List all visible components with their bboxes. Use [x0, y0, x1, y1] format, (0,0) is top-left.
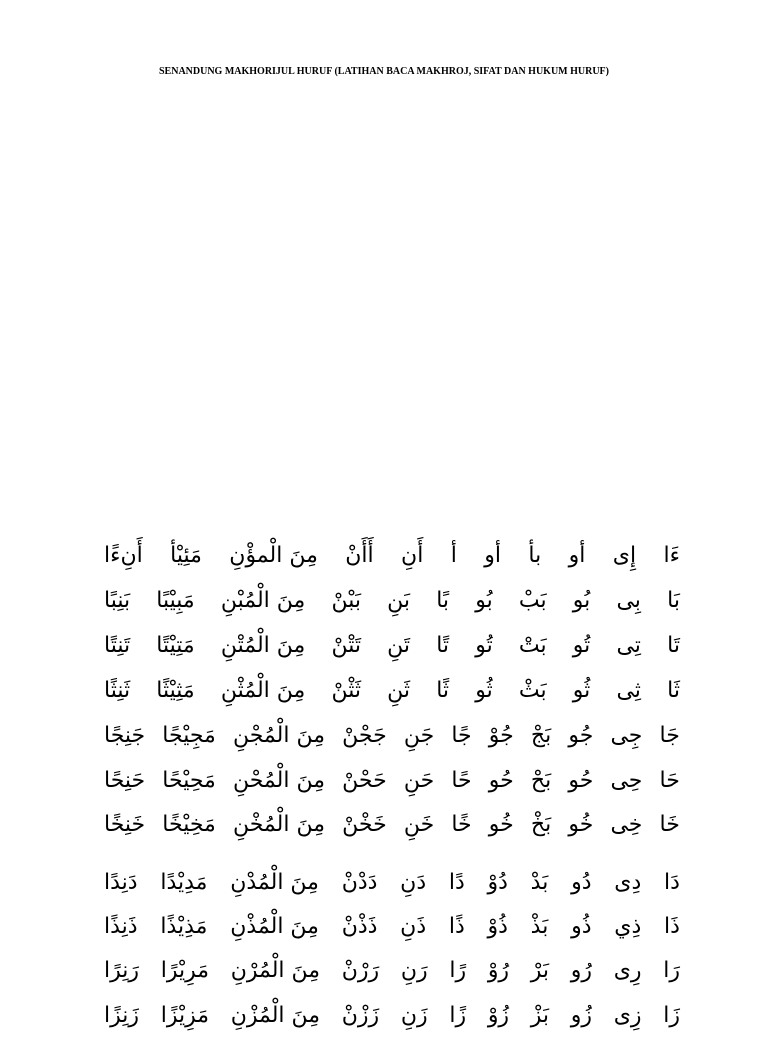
drill-cell: بَبْنْ	[331, 588, 361, 613]
drill-cell: رُوْ	[487, 958, 510, 983]
drill-cell: زًا	[449, 1003, 467, 1028]
drill-cell: ثَنِ	[387, 678, 411, 703]
drill-cell: دَدْنْ	[341, 870, 378, 895]
drill-cell: ذًا	[448, 914, 465, 939]
drill-cell: دًا	[448, 870, 465, 895]
drill-cell: مَثِيْثًا	[156, 678, 195, 703]
drill-cell: زَا	[663, 1003, 680, 1028]
drill-row	[104, 714, 680, 758]
drill-cell: تَا	[667, 633, 680, 658]
drill-cell: ثَا	[667, 678, 680, 703]
drill-cell: مَئِيْأ	[170, 543, 202, 568]
drill-row	[104, 579, 680, 623]
drill-cell: ذَنِذًا	[104, 914, 138, 939]
drill-cell: جَا	[659, 723, 680, 748]
drill-cell: ذِي	[614, 914, 642, 939]
drill-cell: تِى	[616, 633, 641, 658]
drill-cell: جُوْ	[488, 723, 514, 748]
drill-cell: دُو	[571, 870, 592, 895]
drill-cell: بِى	[616, 588, 641, 613]
drill-row	[104, 905, 680, 949]
drill-cell: حِى	[610, 768, 643, 793]
drill-cell: حُو	[488, 768, 514, 793]
drill-cell: بَذْ	[530, 914, 549, 939]
drill-cell: رَنِرًا	[104, 958, 139, 983]
drill-cell: ءَا	[663, 543, 680, 568]
drill-cell: أو	[568, 543, 586, 568]
drill-cell: ذَذْنْ	[341, 914, 378, 939]
drill-cell: زَنِزًا	[104, 1003, 139, 1028]
drill-cell: دَنِدًا	[104, 870, 138, 895]
drill-cell: مَزِيْزًا	[160, 1003, 209, 1028]
drill-cell: زِى	[613, 1003, 642, 1028]
drill-cell: مَبِيْبًا	[156, 588, 195, 613]
drill-cell: جَنِ	[403, 723, 435, 748]
drill-cell: خَنِخًا	[104, 812, 146, 837]
drill-cell: جَجْنْ	[342, 723, 387, 748]
drill-cell: تُو	[572, 633, 591, 658]
drill-cell: دَا	[664, 870, 680, 895]
drill-cell: بَنِبًا	[104, 588, 131, 613]
drill-cell: تَنِ	[387, 633, 411, 658]
drill-cell: دِى	[614, 870, 642, 895]
drill-cell: بَحْ	[530, 768, 552, 793]
drill-cell: حًا	[451, 768, 472, 793]
drill-cell: إِى	[612, 543, 637, 568]
document-title: SENANDUNG MAKHORIJUL HURUF (LATIHAN BACA MAKHROJ, SIFAT DAN HUKUM HURUF)	[158, 66, 609, 77]
drill-cell: خُو	[568, 812, 594, 837]
drill-cell: ثُو	[572, 678, 591, 703]
drill-cell: مَرِيْرًا	[160, 958, 209, 983]
drill-cell: خُو	[488, 812, 514, 837]
drill-cell: مِنَ الْمُذْنِ	[230, 914, 319, 939]
drill-cell: مِنَ الْمُثْنِ	[220, 678, 306, 703]
drill-cell: بُو	[475, 588, 493, 613]
drill-row	[104, 624, 680, 668]
drill-cell: زُو	[570, 1003, 592, 1028]
drill-cell: بَبْ	[518, 588, 547, 613]
drill-cell: ثِى	[616, 678, 641, 703]
drill-cell: تُو	[475, 633, 493, 658]
drill-cell: رًا	[449, 958, 467, 983]
drill-cell: حَنِ	[403, 768, 435, 793]
drill-cell: ذُوْ	[487, 914, 508, 939]
drill-cell: تَتْنْ	[331, 633, 361, 658]
drill-row	[104, 534, 680, 578]
drill-cell: مِنَ الْمُجْنِ	[232, 723, 325, 748]
drill-cell: مِنَ الْمُتْنِ	[220, 633, 306, 658]
drill-cell: بَا	[667, 588, 680, 613]
drill-cell: حُو	[568, 768, 594, 793]
drill-cell: خَا	[659, 812, 680, 837]
drill-cell: بَثْ	[518, 678, 547, 703]
drill-cell: ذَنِ	[400, 914, 427, 939]
drill-cell: مَجِيْجًا	[162, 723, 216, 748]
drill-cell: تَنِتًا	[104, 633, 131, 658]
drill-cell: ثًا	[436, 678, 450, 703]
drill-cell: أو	[484, 543, 501, 568]
drill-cell: حَحْنْ	[342, 768, 387, 793]
drill-cell: ثَثْنْ	[331, 678, 361, 703]
drill-cell: جَنِجًا	[104, 723, 146, 748]
drill-cell: رَنِ	[400, 958, 428, 983]
drill-cell: بَنِ	[387, 588, 411, 613]
drill-cell: أَأَنْ	[345, 543, 374, 568]
drill-cell: بًا	[436, 588, 450, 613]
drill-cell: زَزْنْ	[341, 1003, 380, 1028]
drill-cell: ذُو	[571, 914, 592, 939]
drill-row	[104, 669, 680, 713]
drill-cell: أَنِءًا	[104, 543, 143, 568]
drill-cell: تًا	[436, 633, 450, 658]
drill-cell: مِنَ الْمؤْنِ	[229, 543, 318, 568]
drill-cell: بأ	[528, 543, 542, 568]
drill-cell: مَحِيْحًا	[162, 768, 216, 793]
drill-cell: أ	[450, 543, 457, 568]
drill-row	[104, 759, 680, 803]
drill-cell: مِنَ الْمُحْنِ	[232, 768, 325, 793]
drill-cell: مِنَ الْمُبْنِ	[220, 588, 306, 613]
drill-cell: بَتْ	[518, 633, 547, 658]
drill-cell: ثُو	[475, 678, 493, 703]
drill-row	[104, 861, 680, 905]
drill-cell: مِنَ الْمُدْنِ	[230, 870, 319, 895]
drill-cell: دُوْ	[487, 870, 508, 895]
drill-cell: حَا	[659, 768, 680, 793]
drill-cell: خَخْنْ	[342, 812, 387, 837]
drill-cell: ذَا	[664, 914, 680, 939]
drill-cell: مَتِيْتًا	[156, 633, 195, 658]
drill-cell: مَدِيْدًا	[160, 870, 208, 895]
drill-cell: زُوْ	[487, 1003, 510, 1028]
drill-cell: خَنِ	[403, 812, 435, 837]
drill-cell: خًا	[451, 812, 472, 837]
drill-cell: مَذِيْذًا	[160, 914, 208, 939]
drill-cell: جًا	[451, 723, 472, 748]
drill-cell: بَزْ	[530, 1003, 550, 1028]
drill-cell: بَخْ	[530, 812, 552, 837]
drill-cell: زَنِ	[400, 1003, 428, 1028]
drill-cell: بُو	[572, 588, 591, 613]
drill-cell: ثَنِثًا	[104, 678, 131, 703]
drill-cell: جِى	[610, 723, 643, 748]
drill-cell: جُو	[568, 723, 594, 748]
drill-row	[104, 994, 680, 1038]
drill-cell: أَنِ	[401, 543, 424, 568]
drill-cell: رِى	[613, 958, 642, 983]
drill-cell: مِنَ الْمُزْنِ	[230, 1003, 321, 1028]
drill-cell: دَنِ	[400, 870, 427, 895]
drill-cell: مَخِيْخًا	[162, 812, 216, 837]
drill-cell: مِنَ الْمُرْنِ	[230, 958, 321, 983]
drill-cell: بَدْ	[530, 870, 549, 895]
drill-cell: حَنِحًا	[104, 768, 146, 793]
drill-row	[104, 803, 680, 847]
drill-cell: بَجْ	[530, 723, 552, 748]
drill-cell: رَا	[663, 958, 680, 983]
drill-row	[104, 949, 680, 993]
drill-cell: مِنَ الْمُخْنِ	[232, 812, 325, 837]
drill-cell: رَرْنْ	[341, 958, 380, 983]
drill-cell: خِى	[610, 812, 643, 837]
drill-cell: بَرْ	[530, 958, 550, 983]
drill-cell: رُو	[570, 958, 592, 983]
